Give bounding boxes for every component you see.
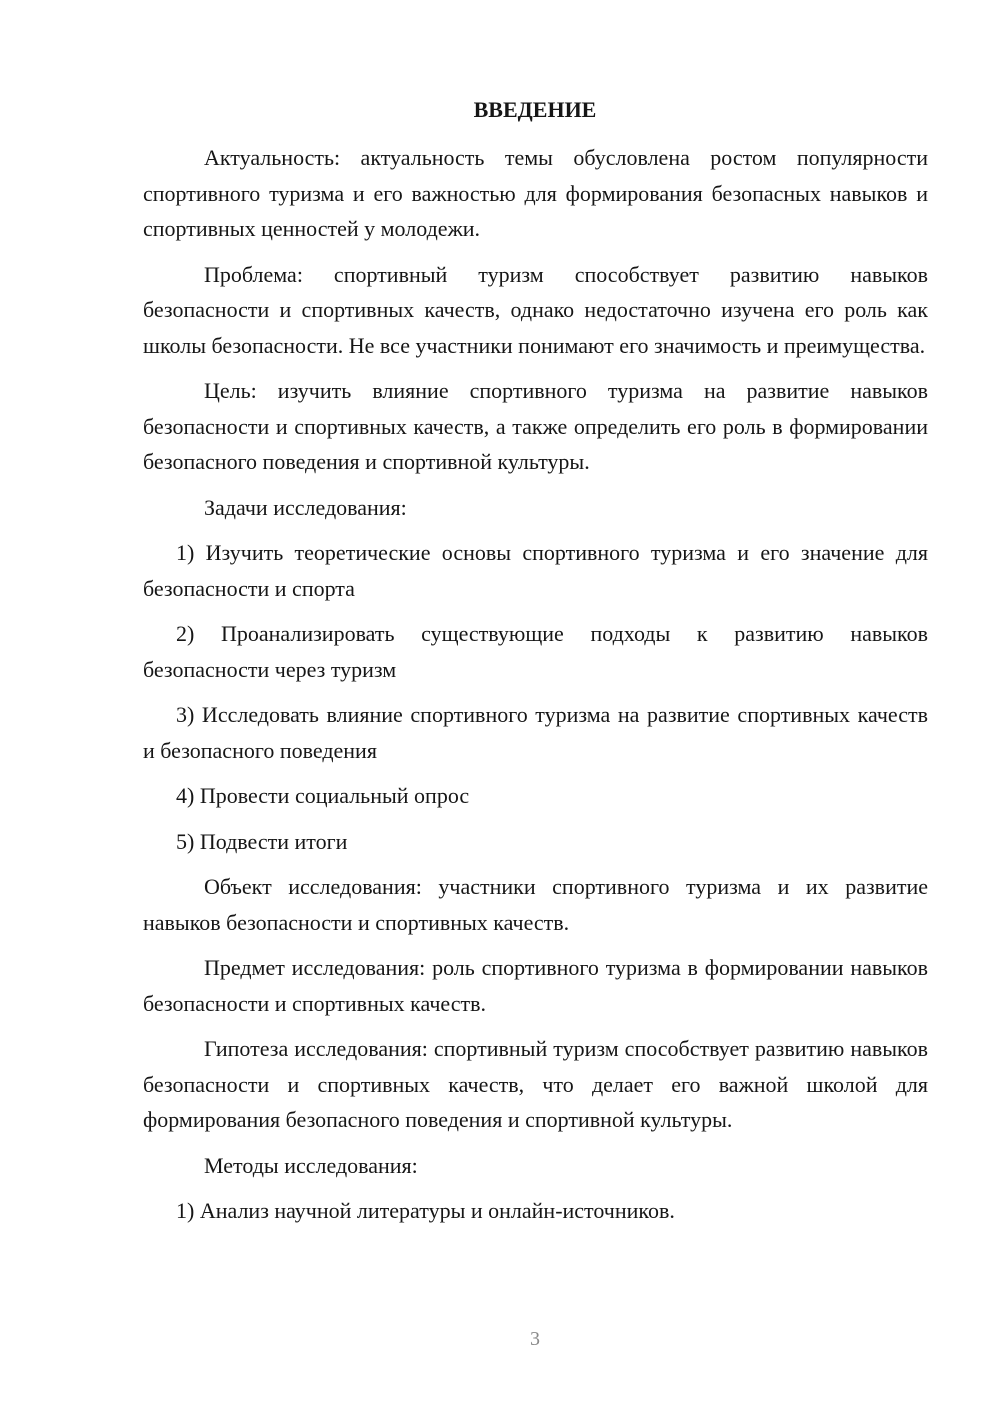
page-title: ВВЕДЕНИЕ bbox=[473, 97, 597, 122]
methods-heading: Методы исследования: bbox=[204, 1152, 418, 1178]
problem-paragraph: Проблема: спортивный туризм способствует развитию навыков безопасности и спортивных качеств, однако недостаточно изучена его роль как школы безопасности. Не все участники понимают его значимость и преимущества. bbox=[143, 261, 928, 358]
page-number: 3 bbox=[530, 1328, 540, 1350]
subject-paragraph: Предмет исследования: роль спортивного туризма в формировании навыков безопасности и спортивных качеств. bbox=[143, 955, 928, 1016]
task-item: 1) Изучить теоретические основы спортивного туризма и его значение для безопасности и спорта bbox=[143, 540, 928, 601]
tasks-heading: Задачи исследования: bbox=[204, 494, 407, 520]
document-body bbox=[143, 140, 928, 1239]
relevance-paragraph: Актуальность: актуальность темы обусловлена ростом популярности спортивного туризма и его важностью для формирования безопасных навыков и спортивных ценностей у молодежи. bbox=[143, 145, 928, 241]
task-item: 4) Провести социальный опрос bbox=[176, 783, 470, 808]
goal-paragraph: Цель: изучить влияние спортивного туризма на развитие навыков безопасности и спортивных качеств, а также определить его роль в формировании безопасного поведения и спортивной культуры. bbox=[143, 378, 928, 474]
task-item: 3) Исследовать влияние спортивного туризма на развитие спортивных качеств и безопасного поведения bbox=[143, 702, 928, 763]
hypothesis-paragraph: Гипотеза исследования: спортивный туризм способствует развитию навыков безопасности и спортивных качеств, что делает его важной школой для формирования безопасного поведения и спортивной культуры. bbox=[143, 1036, 928, 1132]
task-item: 5) Подвести итоги bbox=[176, 828, 348, 854]
task-item: 2) Проанализировать существующие подходы к развитию навыков безопасности через туризм bbox=[143, 621, 928, 682]
method-item: 1) Анализ научной литературы и онлайн-источников. bbox=[176, 1198, 675, 1223]
object-paragraph: Объект исследования: участники спортивного туризма и их развитие навыков безопасности и спортивных качеств. bbox=[143, 874, 928, 935]
